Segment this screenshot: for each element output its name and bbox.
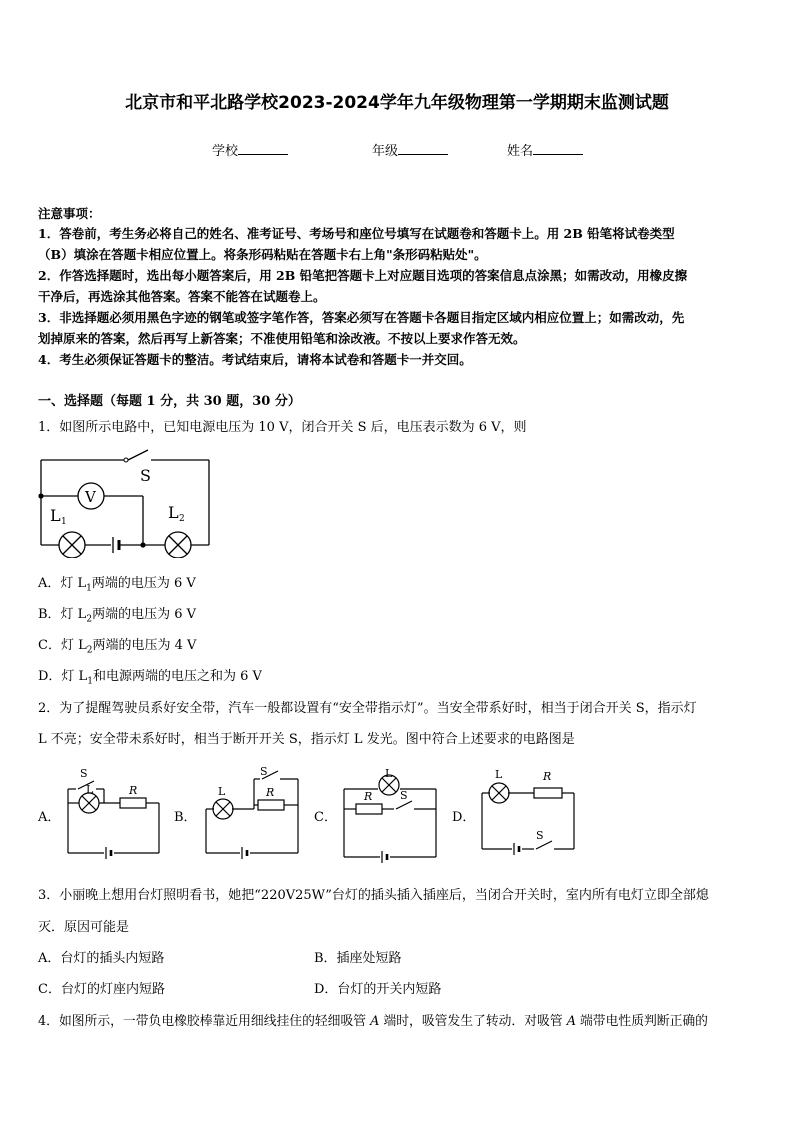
- switch-label: S: [80, 767, 88, 780]
- grade-blank[interactable]: [398, 142, 448, 155]
- question-2-stem: L 不亮；安全带未系好时，相当于断开开关 S，指示灯 L 发光。图中符合上述要求的电路图是: [38, 732, 575, 747]
- notes-line: （B）填涂在答题卡相应位置上。将条形码粘贴在答题卡右上角"条形码粘贴处"。: [38, 247, 487, 262]
- question-3-stem: 3．小丽晚上想用台灯照明看书，她把“220V25W”台灯的插头插入插座后，当闭合开关时，室内所有电灯立即全部熄: [38, 888, 709, 903]
- q1-lamp2-label: L: [168, 503, 179, 522]
- name-field: [507, 140, 583, 159]
- q2-circuit-c[interactable]: [338, 765, 442, 865]
- switch-label: S: [400, 789, 408, 802]
- resistor-label: R: [266, 786, 275, 799]
- q1-lamp2-sub: 2: [179, 514, 185, 524]
- lamp-label: L: [218, 785, 226, 798]
- switch-label: S: [536, 829, 544, 842]
- notes-line: 划掉原来的答案，然后再写上新答案；不准使用铅笔和涂改液。不按以上要求作答无效。: [38, 331, 526, 346]
- q1-switch-label: S: [140, 466, 151, 485]
- resistor-label: R: [129, 784, 138, 797]
- school-label: 学校: [212, 144, 239, 159]
- q1-lamp1-sub: 1: [61, 517, 67, 527]
- question-4-stem: 4．如图所示，一带负电橡胶棒靠近用细线挂住的轻细吸管 A 端时，吸管发生了转动．对吸管 A 端带电性质判断正确的: [38, 1014, 708, 1029]
- name-label: 姓名: [507, 144, 534, 159]
- notes-line: 2．作答选择题时，选出每小题答案后，用 2B 铅笔把答题卡上对应题目选项的答案信息点涂黑；如需改动，用橡皮擦: [38, 268, 688, 283]
- q2-circuit-b[interactable]: [200, 765, 304, 859]
- page-title: 北京市和平北路学校2023-2024学年九年级物理第一学期期末监测试题: [125, 93, 669, 113]
- school-blank[interactable]: [238, 142, 288, 155]
- name-blank[interactable]: [533, 142, 583, 155]
- question-3-stem: 灭．原因可能是: [38, 920, 130, 935]
- notes-line: 3．非选择题必须用黑色字迹的钢笔或签字笔作答，答案必须写在答题卡各题目指定区域内相应位置上；如需改动，先: [38, 310, 685, 325]
- section-heading: 一、选择题（每题 1 分，共 30 题，30 分）: [38, 394, 301, 409]
- q1-circuit-diagram: [36, 448, 216, 558]
- question-2-stem: 2．为了提醒驾驶员系好安全带，汽车一般都设置有“安全带指示灯”。当安全带系好时，相当于闭合开关 S，指示灯: [38, 701, 697, 716]
- grade-label: 年级: [372, 144, 399, 159]
- lamp-label: L: [385, 767, 393, 780]
- resistor-label: R: [543, 770, 552, 783]
- q1-option-c[interactable]: C．灯 $L_2$两端的电压为 4 V: [38, 638, 197, 656]
- notes-heading: 注意事项：: [38, 206, 101, 221]
- lamp-label: L: [495, 768, 503, 781]
- q2-circuit-a[interactable]: [62, 765, 164, 859]
- notes-line: 1．答卷前，考生务必将自己的姓名、准考证号、考场号和座位号填写在试题卷和答题卡上。用 2B 铅笔将试卷类型: [38, 226, 675, 241]
- q3-option-c[interactable]: C．台灯的灯座内短路: [38, 982, 165, 997]
- q3-option-d[interactable]: D．台灯的开关内短路: [314, 982, 442, 997]
- q2-option-a-label[interactable]: A．: [38, 810, 61, 825]
- question-1-stem: 1．如图所示电路中，已知电源电压为 10 V，闭合开关 S 后，电压表示数为 6 V，则: [38, 420, 527, 435]
- school-field: [212, 140, 288, 159]
- q1-option-a[interactable]: A．灯 $L_1$两端的电压为 6 V: [38, 576, 196, 594]
- q1-lamp1-label: L: [50, 506, 61, 525]
- q3-option-b[interactable]: B．插座处短路: [314, 951, 402, 966]
- notes-line: 4．考生必须保证答题卡的整洁。考试结束后，请将本试卷和答题卡一并交回。: [38, 352, 472, 367]
- q2-circuit-d[interactable]: [476, 765, 580, 859]
- q3-option-a[interactable]: A．台灯的插头内短路: [38, 951, 165, 966]
- q1-meter-label: V: [85, 488, 96, 506]
- q2-option-d-label[interactable]: D．: [452, 810, 476, 825]
- q1-option-d[interactable]: D．灯 $L_1$和电源两端的电压之和为 6 V: [38, 669, 262, 687]
- lamp-label: L: [86, 783, 94, 796]
- grade-field: [372, 140, 448, 159]
- switch-label: S: [260, 765, 268, 778]
- q1-option-b[interactable]: B．灯 $L_2$两端的电压为 6 V: [38, 607, 196, 625]
- q2-option-b-label[interactable]: B．: [174, 810, 197, 825]
- notes-line: 干净后，再选涂其他答案。答案不能答在试题卷上。: [38, 289, 326, 304]
- q2-option-c-label[interactable]: C．: [314, 810, 337, 825]
- resistor-label: R: [364, 790, 373, 803]
